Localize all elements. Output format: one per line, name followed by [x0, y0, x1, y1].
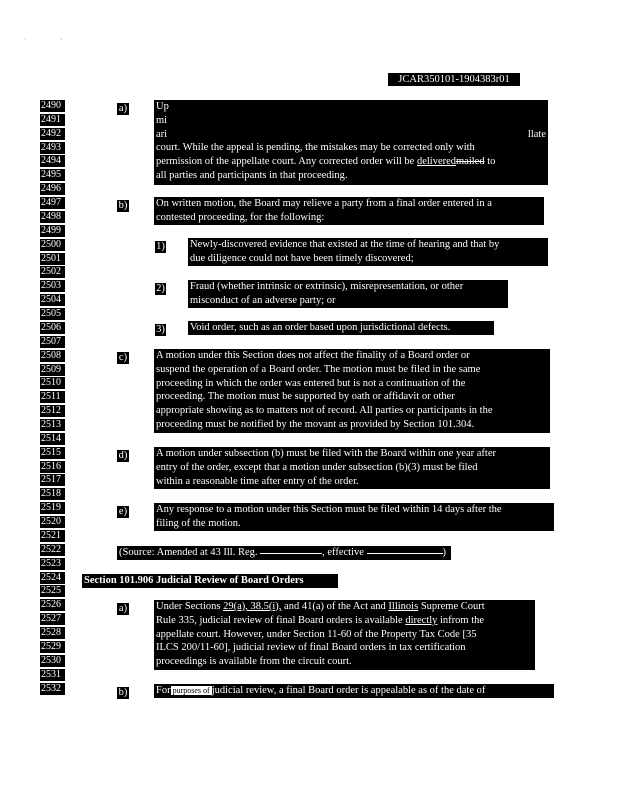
paragraph-d [154, 447, 550, 489]
paragraph-a-line [154, 128, 548, 142]
line-number: 2521 [40, 530, 65, 542]
line-number: 2493 [40, 142, 65, 154]
paragraph-c [154, 349, 550, 433]
line-number: 2509 [40, 364, 65, 376]
line-number: 2491 [40, 114, 65, 126]
item-3-line: Void order, such as an order based upon jurisdictional defects. [190, 322, 451, 333]
line-number: 2518 [40, 488, 65, 500]
paragraph-a-line-start: permission of the appellate court. Any corrected order will be [156, 156, 417, 168]
marker-b3: 3) [156, 324, 165, 335]
source-note-middle: , effective [322, 547, 367, 558]
marker-a: a) [118, 103, 128, 114]
line-number: 2515 [40, 447, 65, 459]
paragraph-c-line: A motion under this Section does not affect the finality of a Board order or [156, 350, 470, 361]
section-paragraph-a-line [154, 614, 535, 628]
paragraph-a-line: Up [156, 101, 169, 112]
line-number: 2500 [40, 239, 65, 251]
line-number: 2512 [40, 405, 65, 417]
paragraph-b-line: contested proceeding, for the following: [156, 211, 325, 223]
paragraph-c-line: proceeding. The motion must be supported by oath or affidavit or other [156, 391, 455, 403]
paragraph-b [154, 197, 544, 225]
section-paragraph-b [154, 684, 554, 698]
paragraph-a-line: all parties and participants in that proceeding. [156, 169, 348, 181]
line-number: 2530 [40, 655, 65, 667]
inserted-text: directly [405, 614, 438, 626]
paragraph-a-line-end: llate [527, 128, 546, 140]
line-number: 2522 [40, 544, 65, 556]
source-note-suffix: ) [442, 547, 447, 558]
source-note [117, 546, 451, 560]
paragraph-e-line: filing of the motion. [156, 517, 241, 529]
line-number: 2505 [40, 308, 65, 320]
marker-sec-b: b) [118, 687, 128, 698]
source-note-line [117, 546, 451, 560]
line-number: 2528 [40, 627, 65, 639]
section-paragraph-a-line: proceedings is available from the circuit court. [156, 656, 352, 668]
line-number: 2507 [40, 336, 65, 348]
source-blank-date [367, 552, 443, 554]
item-2-line: misconduct of an adverse party; or [190, 294, 336, 306]
redaction-bar [190, 102, 520, 110]
line-number: 2524 [40, 572, 65, 584]
inserted-text: delivered [416, 156, 457, 168]
text-run: infrom the [437, 614, 485, 626]
section-paragraph-a-line [154, 600, 535, 614]
text-run: Under Sections [156, 601, 224, 612]
paragraph-d-line: within a reasonable time after entry of the order. [156, 475, 359, 487]
line-number: 2508 [40, 350, 65, 362]
paragraph-d-line: A motion under subsection (b) must be filed with the Board within one year after [156, 448, 497, 459]
paragraph-d-line: entry of the order, except that a motion under subsection (b)(3) must be filed [156, 461, 478, 473]
line-number: 2514 [40, 433, 65, 445]
document-id-header: JCAR350101-1904383r01 [388, 73, 520, 86]
text-run: purposes of [170, 686, 212, 695]
text-run: Supreme Court [418, 601, 485, 612]
line-number: 2510 [40, 377, 65, 389]
text-run: Rule 335, judicial review of final Board orders is available [156, 614, 406, 626]
line-number: 2516 [40, 461, 65, 473]
line-number: 2526 [40, 599, 65, 611]
marker-c: c) [118, 352, 128, 363]
item-3 [188, 321, 494, 335]
marker-b: b) [118, 200, 128, 211]
marker-e: e) [118, 506, 128, 517]
item-1-line: Newly-discovered evidence that existed at the time of hearing and that by [190, 239, 500, 250]
line-number: 2520 [40, 516, 65, 528]
source-blank-reg [260, 552, 322, 554]
line-number: 2519 [40, 502, 65, 514]
line-number: 2492 [40, 128, 65, 140]
marker-b1: 1) [156, 241, 165, 252]
item-1-line: due diligence could not have been timely discovered; [190, 252, 414, 264]
paragraph-c-line: proceeding must be notified by the movant as provided by Section 101.304. [156, 418, 475, 430]
line-number: 2501 [40, 253, 65, 265]
paragraph-c-line: appropriate showing as to matters not of record. All parties or participants in the [156, 405, 493, 417]
paragraph-e [154, 503, 554, 531]
line-number: 2511 [40, 391, 65, 403]
line-number: 2502 [40, 266, 65, 278]
text-run: and 41(a) of the Act and [281, 601, 389, 612]
section-paragraph-a-line: appellate court. However, under Section 11-60 of the Property Tax Code [35 [156, 628, 477, 640]
scan-speck: · [60, 35, 63, 44]
line-number: 2498 [40, 211, 65, 223]
paragraph-b-line: On written motion, the Board may relieve a party from a final order entered in a [156, 198, 492, 209]
paragraph-a-line-end: to [484, 156, 496, 168]
scan-speck: · [24, 35, 27, 44]
marker-b2: 2) [156, 283, 165, 294]
text-run: For [156, 685, 171, 696]
paragraph-a-line [154, 155, 548, 169]
line-number: 2531 [40, 669, 65, 681]
line-number: 2490 [40, 100, 65, 112]
source-note-prefix: (Source: Amended at 43 Ill. Reg. [119, 547, 261, 558]
paragraph-e-line: Any response to a motion under this Section must be filed within 14 days after the [156, 504, 502, 515]
paragraph-c-line: suspend the operation of a Board order. The motion must be filed in the same [156, 363, 481, 375]
text-run: judicial review, a final Board order is appealable as of the date of [211, 685, 486, 696]
struck-text: mailed [456, 156, 485, 168]
section-paragraph-a-line: ILCS 200/11-60], judicial review of final Board orders in tax certification [156, 642, 466, 654]
paragraph-a-line-start: ari [156, 128, 168, 140]
line-number: 2517 [40, 474, 65, 486]
section-heading-text: Section 101.906 Judicial Review of Board Orders [84, 575, 304, 586]
inserted-text: Illinois [388, 601, 419, 612]
line-number: 2504 [40, 294, 65, 306]
marker-d: d) [118, 450, 128, 461]
paragraph-a-line: mi [156, 114, 168, 126]
line-number: 2499 [40, 225, 65, 237]
line-number: 2513 [40, 419, 65, 431]
line-number: 2525 [40, 585, 65, 597]
line-number: 2532 [40, 683, 65, 695]
line-number: 2496 [40, 183, 65, 195]
line-number: 2503 [40, 280, 65, 292]
line-number: 2494 [40, 155, 65, 167]
line-number: 2506 [40, 322, 65, 334]
section-paragraph-b-line [154, 684, 554, 698]
section-heading [82, 574, 338, 588]
marker-sec-a: a) [118, 603, 128, 614]
paragraph-a [154, 100, 548, 185]
item-1 [188, 238, 548, 266]
line-number: 2527 [40, 613, 65, 625]
item-2 [188, 280, 508, 308]
line-number: 2495 [40, 169, 65, 181]
item-2-line: Fraud (whether intrinsic or extrinsic), misrepresentation, or other [190, 281, 464, 292]
line-number: 2523 [40, 558, 65, 570]
inserted-text: 29(a), 38.5(i), [223, 601, 282, 612]
paragraph-a-line: court. While the appeal is pending, the mistakes may be corrected only with [156, 142, 475, 154]
paragraph-c-line: proceeding in which the order was entered but is not a continuation of the [156, 377, 466, 389]
line-number: 2497 [40, 197, 65, 209]
line-number: 2529 [40, 641, 65, 653]
section-paragraph-a [154, 600, 535, 670]
